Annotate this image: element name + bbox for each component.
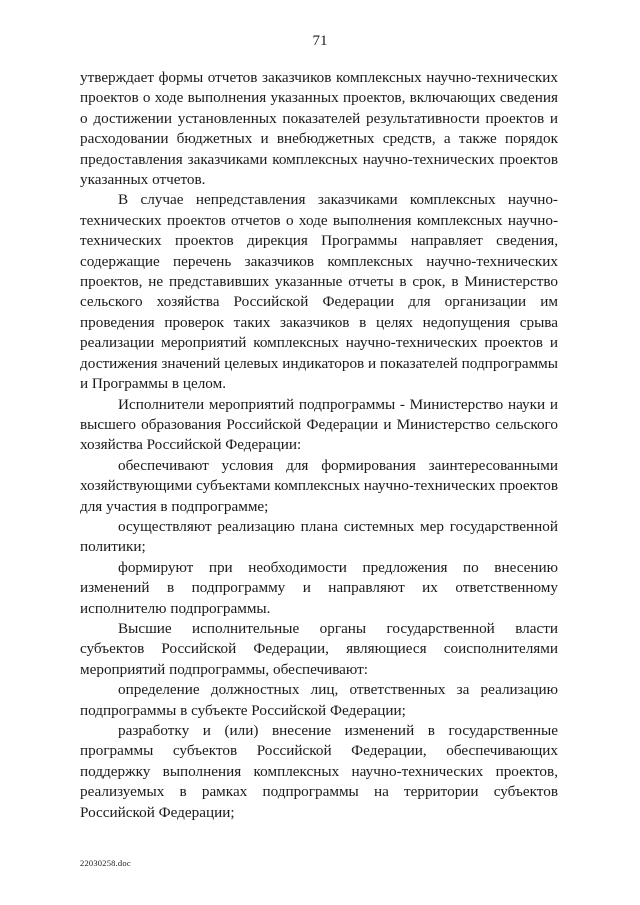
page-number: 71 (312, 33, 328, 49)
paragraph: Исполнители мероприятий подпрограммы - Министерство науки и высшего образования Российской Федерации и Министерство сельского хозяйства Российской Федерации: (80, 395, 558, 454)
paragraph: В случае непредставления заказчиками комплексных научно-технических проектов отчетов о ходе выполнения комплексных научно-технических проектов дирекция Программы направляет сведения, содержащие перечень заказчиков комплексных научно-технических проектов, не представивших указанные отчеты в срок, в Министерство сельского хозяйства Российской Федерации для организации им проведения проверок таких заказчиков в целях недопущения срыва реализации мероприятий комплексных научно-технических проектов и достижения значений целевых индикаторов и показателей подпрограммы и Программы в целом. (80, 191, 558, 393)
paragraph: формируют при необходимости предложения по внесению изменений в подпрограмму и направляют их ответственному исполнителю подпрограммы. (80, 558, 558, 617)
paragraph: осуществляют реализацию плана системных мер государственной политики; (80, 517, 558, 556)
document-body (80, 68, 558, 823)
paragraph: обеспечивают условия для формирования заинтересованными хозяйствующими субъектами комплексных научно-технических проектов для участия в подпрограмме; (80, 456, 558, 515)
footer-document-code: 22030258.doc (80, 858, 131, 868)
paragraph: разработку и (или) внесение изменений в государственные программы субъектов Российской Федерации, обеспечивающих поддержку выполнения комплексных научно-технических проектов, реализуемых в рамках подпрограммы на территории субъектов Российской Федерации; (80, 722, 558, 821)
paragraph: утверждает формы отчетов заказчиков комплексных научно-технических проектов о ходе выполнения указанных проектов, включающих сведения о достижении установленных показателей результативности проектов и расходовании бюджетных и внебюджетных средств, а также порядок предоставления заказчиками комплексных научно-технических проектов указанных отчетов. (80, 69, 558, 189)
paragraph: определение должностных лиц, ответственных за реализацию подпрограммы в субъекте Российской Федерации; (80, 681, 558, 719)
paragraph: Высшие исполнительные органы государственной власти субъектов Российской Федерации, являющиеся соисполнителями мероприятий подпрограммы, обеспечивают: (80, 619, 558, 678)
